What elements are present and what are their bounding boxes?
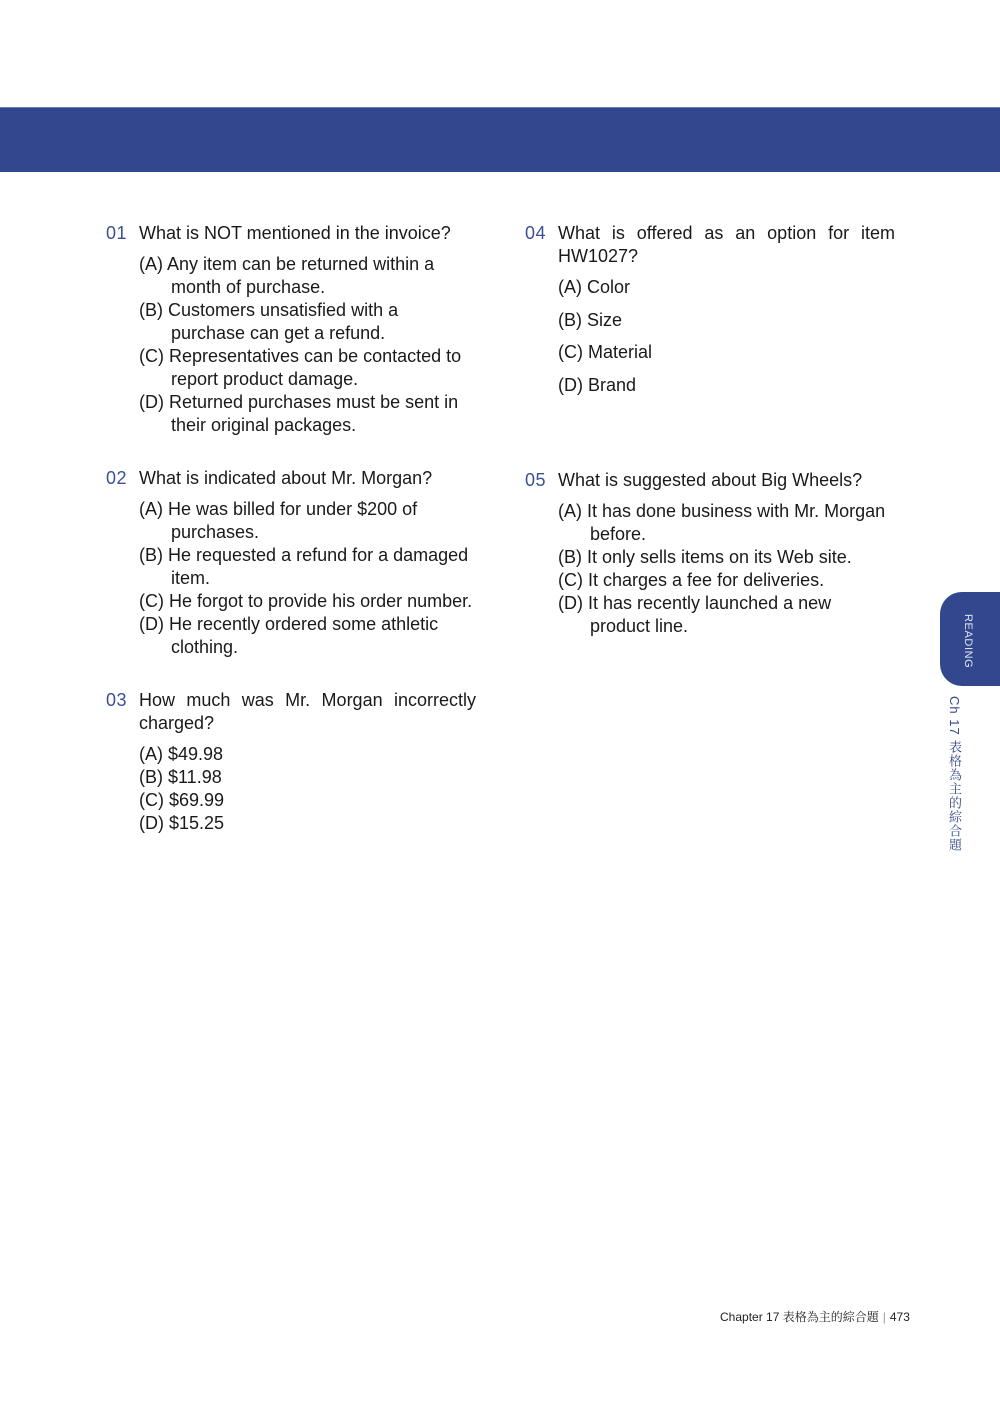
question-text: How much was Mr. Morgan incorrectly charged? <box>139 690 476 733</box>
option-b: (B) He requested a refund for a damaged item. <box>139 545 469 588</box>
section-tab <box>940 592 1000 686</box>
option-a: (A) Color <box>558 277 631 297</box>
question-number: 05 <box>525 470 547 490</box>
footer-chapter: Chapter 17 表格為主的綜合題 <box>720 1310 879 1324</box>
option-a: (A) $49.98 <box>139 744 224 764</box>
option-b: (B) $11.98 <box>139 767 222 787</box>
option-a: (A) Any item can be returned within a month of purchase. <box>139 254 435 297</box>
question-02 <box>106 467 476 659</box>
option-c: (C) Material <box>558 342 653 362</box>
option-a: (A) It has done business with Mr. Morgan before. <box>558 501 886 544</box>
option-d: (D) $15.25 <box>139 813 225 833</box>
question-text: What is NOT mentioned in the invoice? <box>139 223 451 243</box>
question-01 <box>106 222 476 437</box>
option-b: (B) Size <box>558 309 623 330</box>
page-footer <box>720 1308 910 1325</box>
question-text: What is suggested about Big Wheels? <box>558 470 863 490</box>
header-banner <box>0 107 1000 172</box>
side-chapter-title: Ch 17 表格為主的綜合題 <box>947 696 962 853</box>
option-a: (A) He was billed for under $200 of purchases. <box>139 499 418 542</box>
question-03 <box>106 689 476 835</box>
option-c: (C) $69.99 <box>139 790 225 810</box>
question-number: 01 <box>106 223 128 243</box>
question-05 <box>525 469 895 638</box>
option-d: (D) Brand <box>558 374 637 395</box>
question-text: What is indicated about Mr. Morgan? <box>139 468 433 488</box>
option-d: (D) He recently ordered some athletic clothing. <box>139 614 439 657</box>
option-c: (C) It charges a fee for deliveries. <box>558 570 825 590</box>
question-number: 02 <box>106 468 128 488</box>
question-text: What is offered as an option for item HW1027? <box>558 223 895 266</box>
option-d: (D) It has recently launched a new product line. <box>558 593 832 636</box>
question-number: 04 <box>525 223 547 243</box>
footer-separator: | <box>882 1310 886 1324</box>
option-c: (C) He forgot to provide his order number. <box>139 591 473 611</box>
option-d: (D) Returned purchases must be sent in their original packages. <box>139 392 459 435</box>
page-number: 473 <box>889 1310 910 1324</box>
question-number: 03 <box>106 690 128 710</box>
option-c: (C) Representatives can be contacted to report product damage. <box>139 346 462 389</box>
section-tab-label: READING <box>962 614 974 669</box>
option-b: (B) It only sells items on its Web site. <box>558 547 852 567</box>
question-04 <box>525 222 895 406</box>
option-b: (B) Customers unsatisfied with a purchase can get a refund. <box>139 300 399 343</box>
